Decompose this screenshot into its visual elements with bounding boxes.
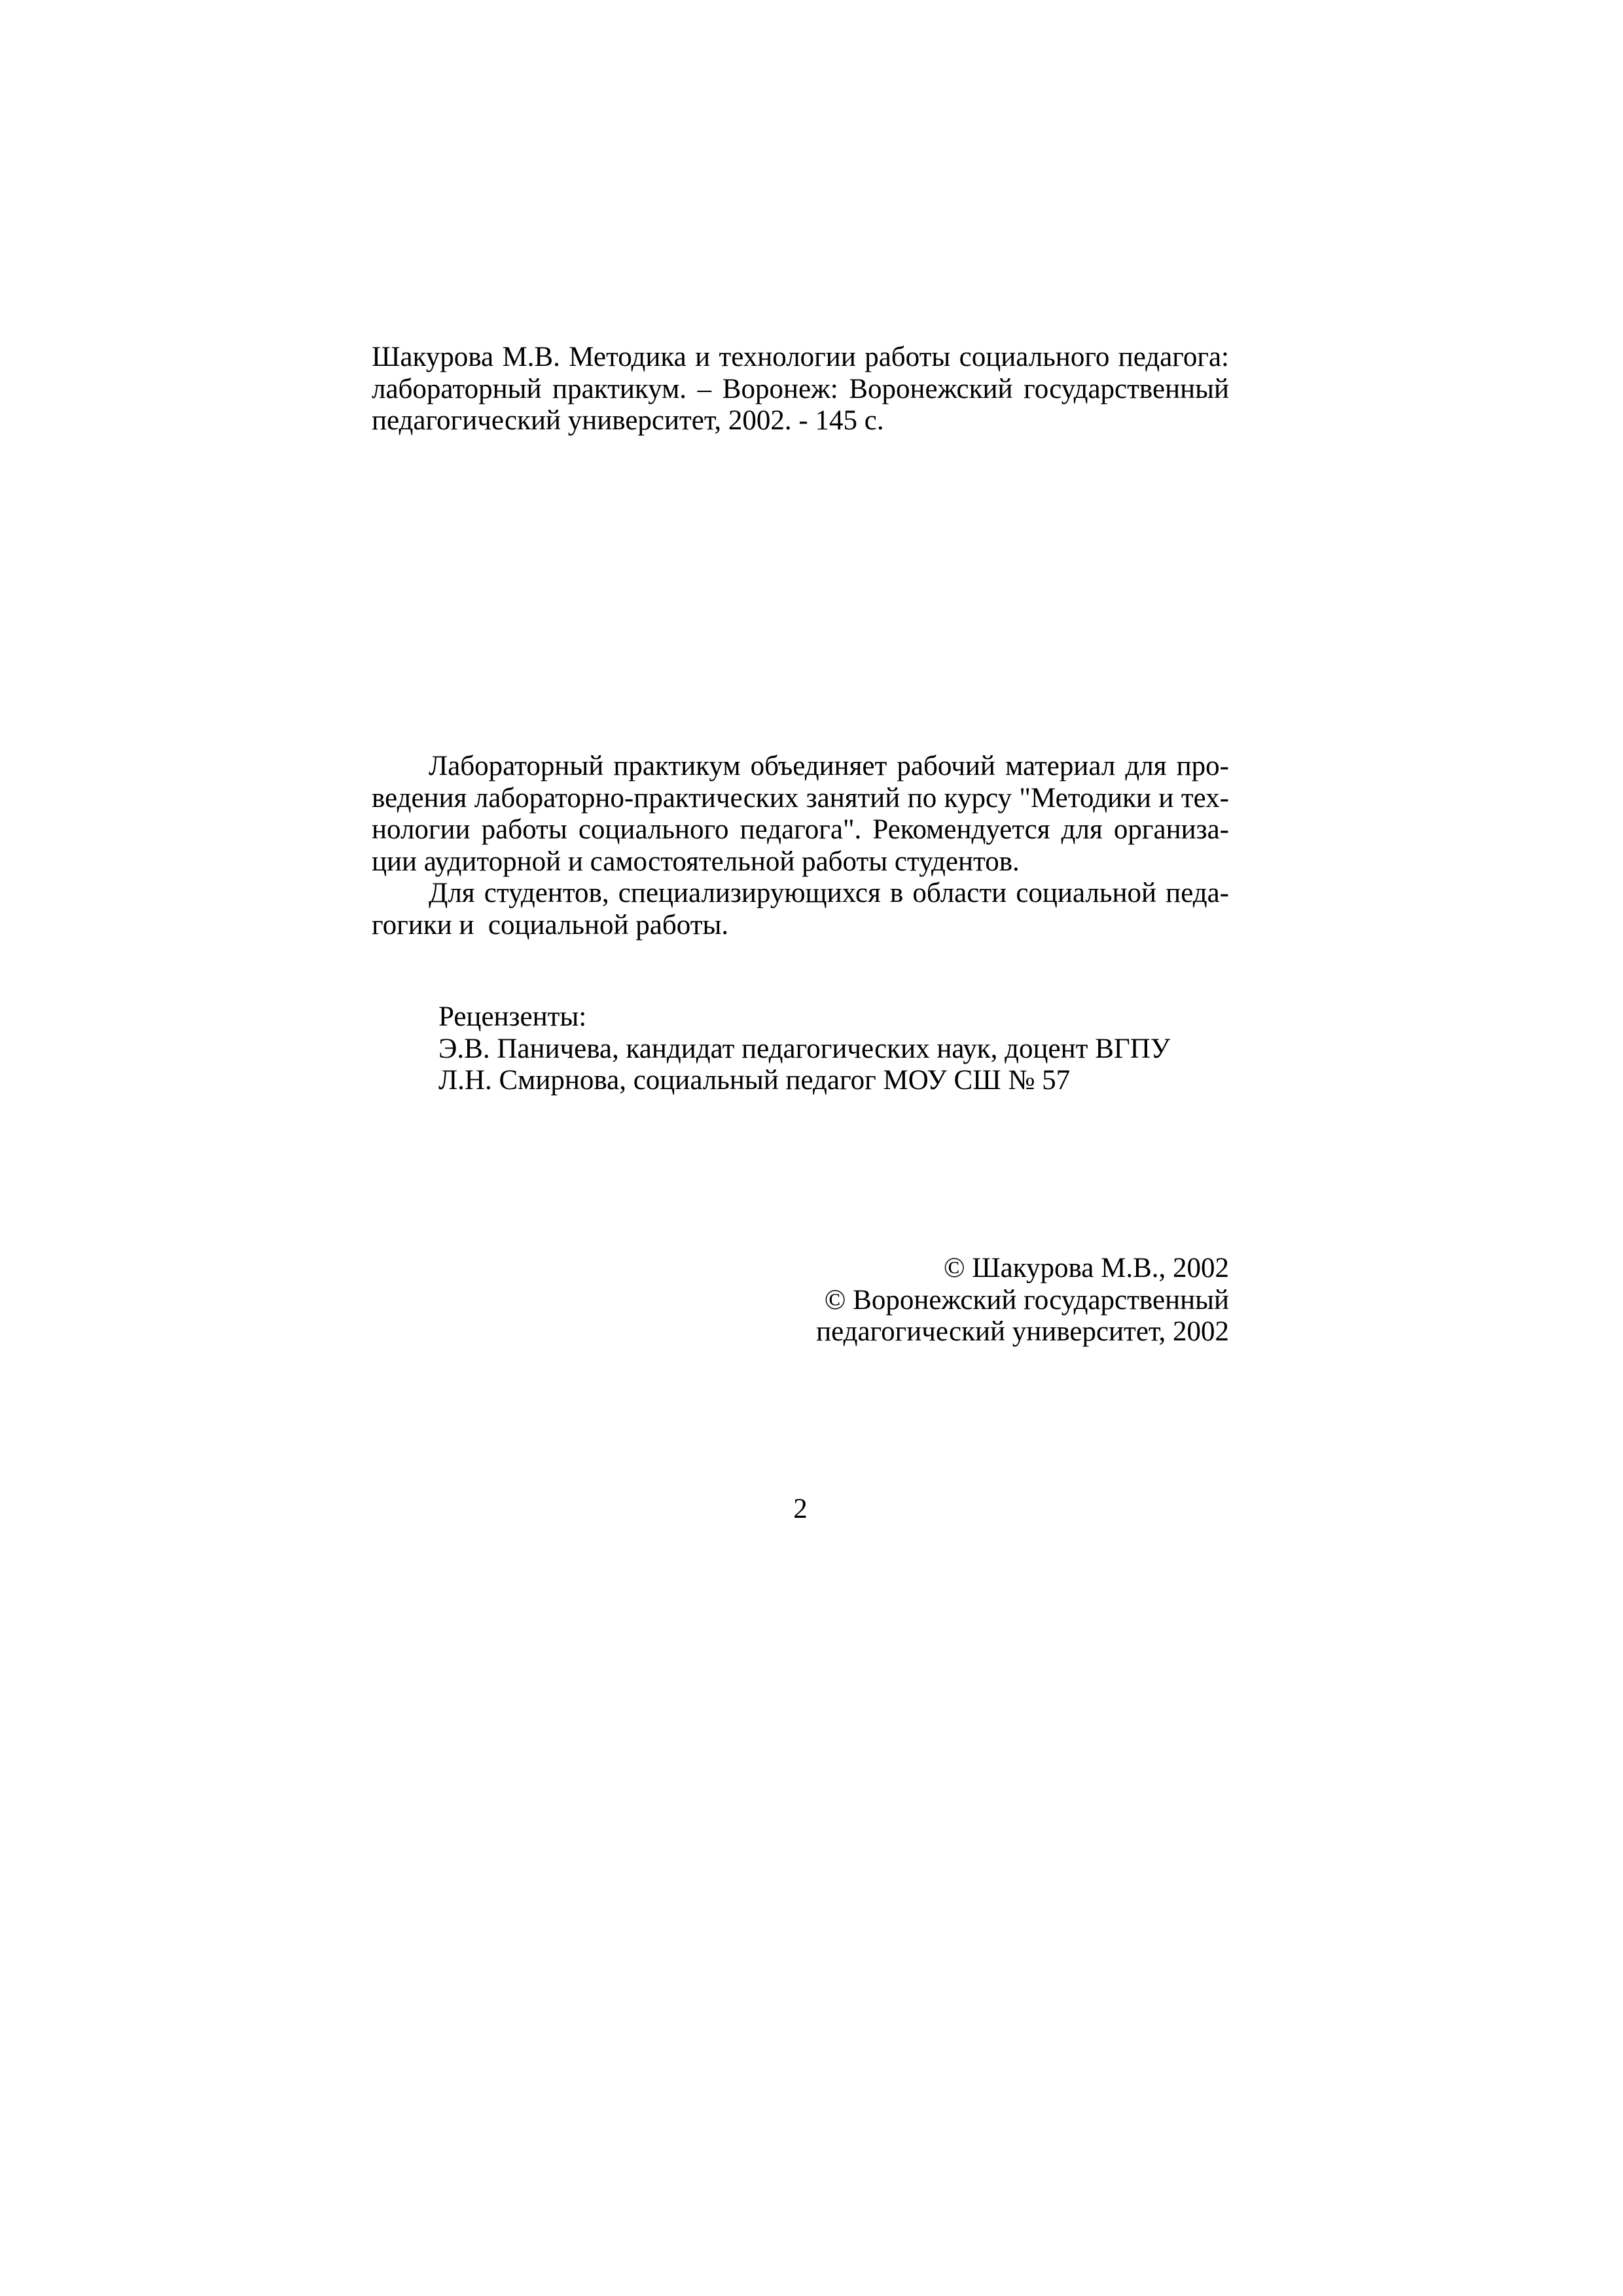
bibliographic-entry (372, 342, 1229, 437)
abstract-line: ведения лабораторно-практических занятий по курсу "Методики и тех- (372, 782, 1229, 814)
abstract-line: гогики и социальной работы. (372, 909, 729, 941)
copyright-line: © Шакурова М.В., 2002 (943, 1253, 1229, 1283)
reviewer-entry: Л.Н. Смирнова, социальный педагог МОУ СШ № 57 (438, 1065, 1071, 1096)
reviewer-entry: Э.В. Паничева, кандидат педагогических наук, доцент ВГПУ (438, 1033, 1171, 1064)
copyright-line: © Воронежский государственный (824, 1284, 1229, 1316)
copyright-section (372, 1253, 1229, 1348)
page-number: 2 (793, 1494, 808, 1524)
abstract (372, 751, 1229, 941)
abstract-line: нологии работы социального педагога". Рекомендуется для организа- (372, 814, 1229, 845)
copyright-line: педагогический университет, 2002 (816, 1316, 1229, 1347)
abstract-line: Лабораторный практикум объединяет рабочий материал для про- (429, 751, 1229, 781)
bibliographic-entry-line: лабораторный практикум. – Воронеж: Воронежский государственный (372, 373, 1229, 404)
reviewers-heading: Рецензенты: (438, 1001, 587, 1032)
abstract-line: ции аудиторной и самостоятельной работы студентов. (372, 846, 1020, 877)
bibliographic-entry-line: педагогический университет, 2002. - 145 с. (372, 405, 884, 436)
abstract-line: Для студентов, специализирующихся в области социальной педа- (429, 878, 1229, 908)
bibliographic-entry-line: Шакурова М.В. Методика и технологии работы социального педагога: (372, 342, 1229, 372)
reviewers-section (438, 1001, 1230, 1097)
